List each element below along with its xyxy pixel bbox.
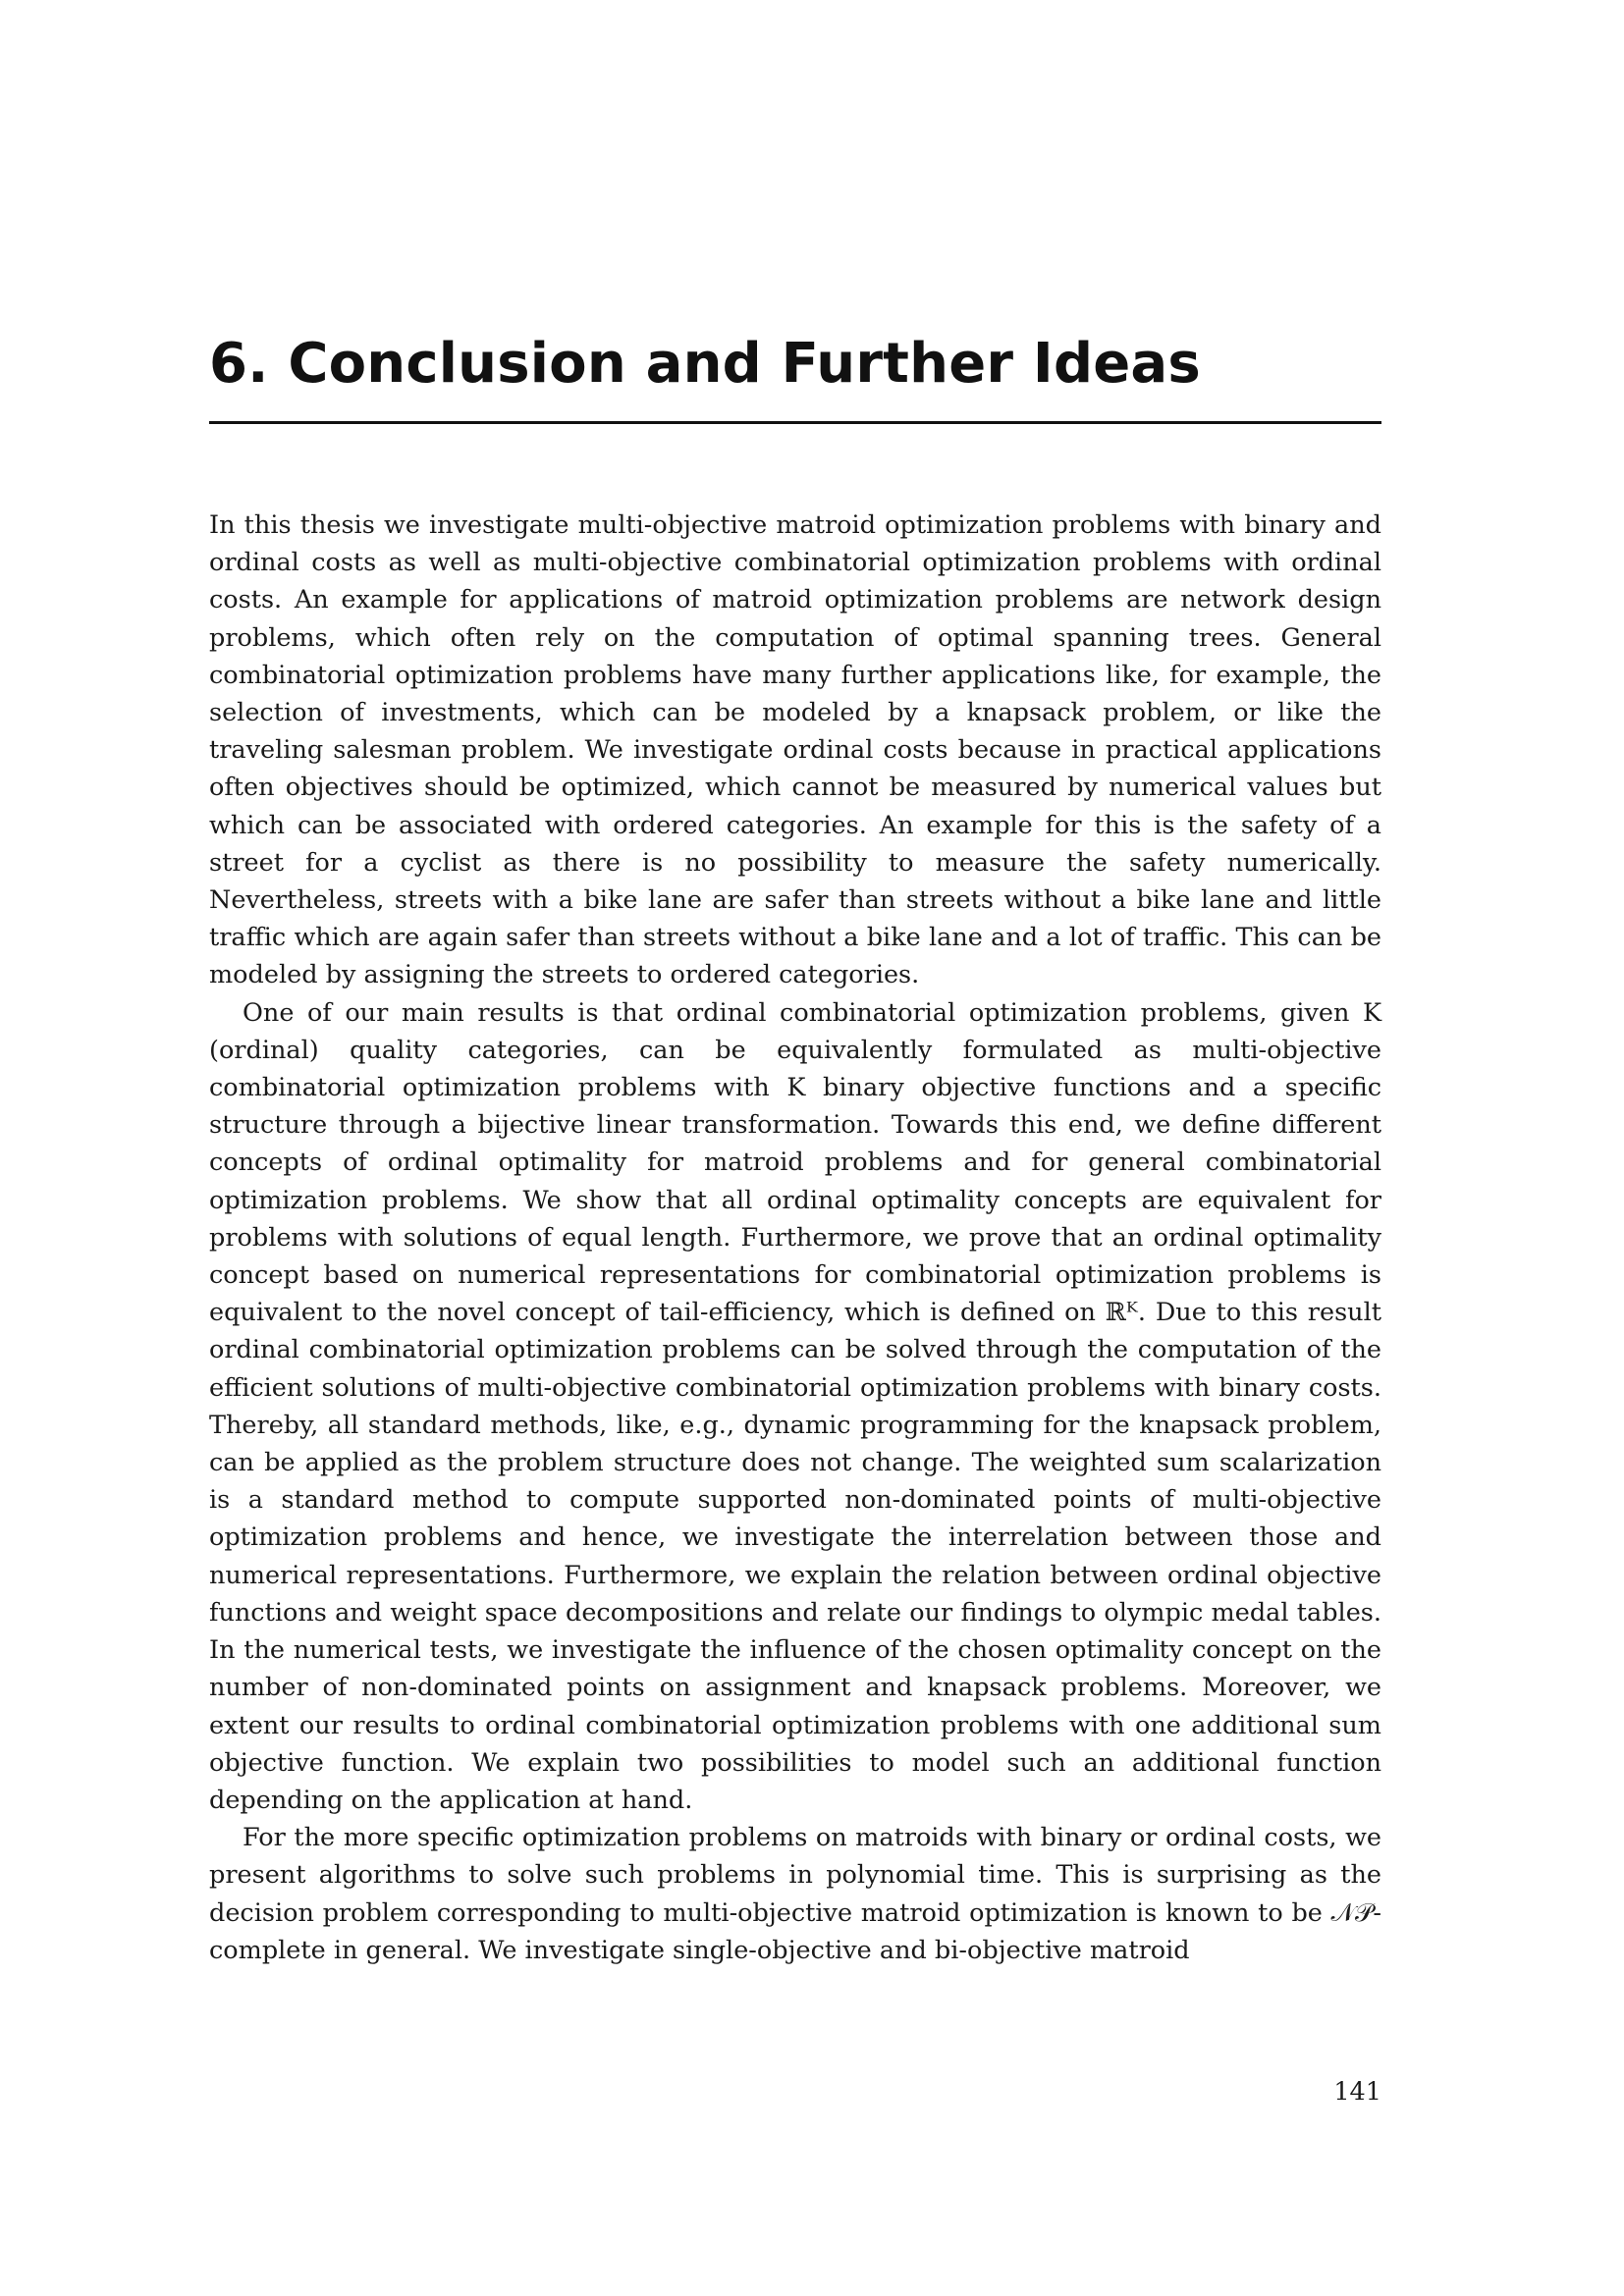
paragraph-intro: In this thesis we investigate multi-objective matroid optimization problems with binary and ordinal costs as well as multi-objective combinatorial optimization problems with ordinal costs. An example for applications of matroid optimization problems are network design problems, which often rely on the computation of optimal spanning trees. General combinatorial optimization problems have many further applications like, for example, the selection of investments, which can be modeled by a knapsack problem, or like the traveling salesman problem. We investigate ordinal costs because in practical applications often objectives should be optimized, which cannot be measured by numerical values but which can be associated with ordered categories. An example for this is the safety of a street for a cyclist as there is no possibility to measure the safety numerically. Nevertheless, streets with a bike lane are safer than streets without a bike lane and little traffic which are again safer than streets without a bike lane and a lot of traffic. This can be modeled by assigning the streets to ordered categories. xyxy=(209,510,1381,990)
page-number: 141 xyxy=(1333,2077,1381,2107)
paragraph-main-results: One of our main results is that ordinal combinatorial optimization problems, given K (ordinal) quality categories, can be equivalently formulated as multi-objective combinatorial optimization problems with K binary objective functions and a specific structure through a bijective linear transformation. Towards this end, we define different concepts of ordinal optimality for matroid problems and for general combinatorial optimization problems. We show that all ordinal optimality concepts are equivalent for problems with solutions of equal length. Furthermore, we prove that an ordinal optimality concept based on numerical representations for combinatorial optimization problems is equivalent to the novel concept of tail-efficiency, which is defined on ℝᴷ. Due to this result ordinal combinatorial optimization problems can be solved through the computation of the efficient solutions of multi-objective combinatorial optimization problems with binary costs. Thereby, all standard methods, like, e.g., dynamic programming for the knapsack problem, can be applied as the problem structure does not change. The weighted sum scalarization is a standard method to compute supported non-dominated points of multi-objective optimization problems and hence, we investigate the interrelation between those and numerical representations. Furthermore, we explain the relation between ordinal objective functions and weight space decompositions and relate our findings to olympic medal tables. In the numerical tests, we investigate the influence of the chosen optimality concept on the number of non-dominated points on assignment and knapsack problems. Moreover, we extent our results to ordinal combinatorial optimization problems with one additional sum objective function. We explain two possibilities to model such an additional function depending on the application at hand. xyxy=(209,997,1381,1815)
title-rule xyxy=(209,421,1381,424)
chapter-title: 6. Conclusion and Further Ideas xyxy=(209,332,1201,396)
paragraph-matroids: For the more specific optimization problems on matroids with binary or ordinal costs, we present algorithms to solve such problems in polynomial time. This is surprising as the decision problem corresponding to multi-objective matroid optimization is known to be 𝒩𝒫-complete in general. We investigate single-objective and bi-objective matroid xyxy=(209,1823,1381,1965)
body-text xyxy=(209,507,1381,1969)
